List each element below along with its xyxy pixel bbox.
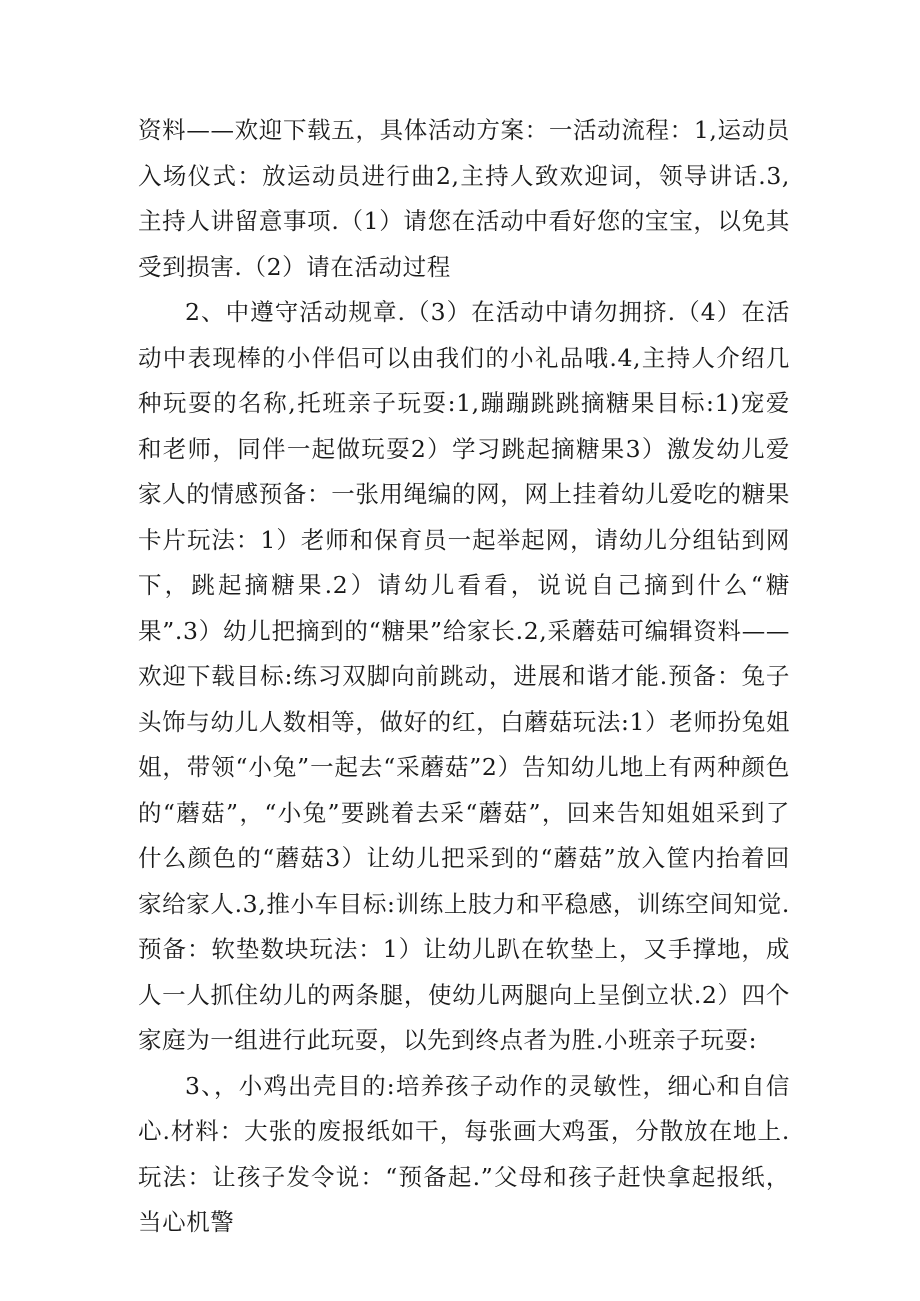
paragraph-2: 2、中遵守活动规章.（3）在活动中请勿拥挤.（4）在活动中表现棒的小伴侣可以由我们的小礼品哦.4,主持人介绍几种玩耍的名称,托班亲子玩耍:1,蹦蹦跳跳摘糖果目标:1)宠爱和老师，同伴一起做玩耍2）学习跳起摘糖果3）激发幼儿爱家人的情感预备：一张用绳编的网，网上挂着幼儿爱吃的糖果卡片玩法：1）老师和保育员一起举起网，请幼儿分组钻到网下，跳起摘糖果.2）请幼儿看看，说说自己摘到什么“糖果”.3）幼儿把摘到的“糖果”给家长.2,采蘑菇可编辑资料——欢迎下载目标:练习双脚向前跳动，进展和谐才能.预备：兔子头饰与幼儿人数相等，做好的红，白蘑菇玩法:1）老师扮兔姐姐，带领“小兔”一起去“采蘑菇”2）告知幼儿地上有两种颜色的“蘑菇”，“小兔”要跳着去采“蘑菇”，回来告知姐姐采到了什么颜色的“蘑菇3）让幼儿把采到的“蘑菇”放入筐内抬着回家给家人.3,推小车目标:训练上肢力和平稳感，训练空间知觉.预备：软垫数块玩法：1）让幼儿趴在软垫上，又手撑地，成人一人抓住幼儿的两条腿，使幼儿两腿向上呈倒立状.2）四个家庭为一组进行此玩耍，以先到终点者为胜.小班亲子玩耍: [138, 298, 790, 1054]
paragraph-1: 资料——欢迎下载五，具体活动方案：一活动流程：1,运动员入场仪式：放运动员进行曲2,主持人致欢迎词，领导讲话.3,主持人讲留意事项.（1）请您在活动中看好您的宝宝，以免其受到损害.（2）请在活动过程 [138, 116, 790, 281]
paragraph-3: 3、，小鸡出壳目的:培养孩子动作的灵敏性，细心和自信心.材料：大张的废报纸如干，每张画大鸡蛋，分散放在地上.玩法：让孩子发令说：“预备起.”父母和孩子赶快拿起报纸，当心机警 [138, 1071, 790, 1236]
document-body [138, 108, 790, 1246]
